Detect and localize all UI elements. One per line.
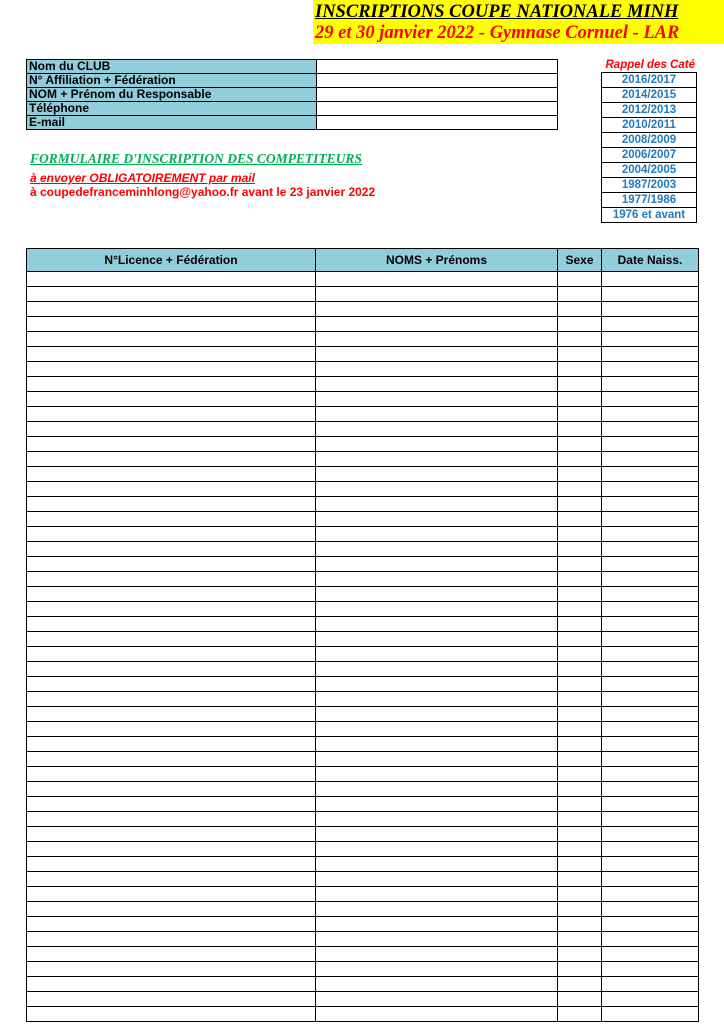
sex-cell[interactable]: [558, 977, 602, 992]
table-row: [27, 332, 699, 347]
table-row: [27, 737, 699, 752]
names-cell[interactable]: [316, 617, 558, 632]
names-cell[interactable]: [316, 737, 558, 752]
sex-cell[interactable]: [558, 797, 602, 812]
licence-cell[interactable]: [27, 857, 316, 872]
birthdate-cell[interactable]: [602, 632, 699, 647]
affiliation-field[interactable]: [317, 74, 558, 88]
sex-cell[interactable]: [558, 737, 602, 752]
birthdate-cell[interactable]: [602, 887, 699, 902]
names-cell[interactable]: [316, 467, 558, 482]
table-row: [27, 287, 699, 302]
birthdate-cell[interactable]: [602, 302, 699, 317]
licence-cell[interactable]: [27, 332, 316, 347]
names-cell[interactable]: [316, 647, 558, 662]
names-cell[interactable]: [316, 332, 558, 347]
sex-cell[interactable]: [558, 317, 602, 332]
licence-cell[interactable]: [27, 842, 316, 857]
names-cell[interactable]: [316, 512, 558, 527]
licence-cell[interactable]: [27, 377, 316, 392]
table-row: [27, 977, 699, 992]
table-row: [27, 707, 699, 722]
names-cell[interactable]: [316, 557, 558, 572]
column-header-sex: Sexe: [558, 249, 602, 272]
birthdate-cell[interactable]: [602, 947, 699, 962]
table-row: [27, 452, 699, 467]
table-row: [27, 407, 699, 422]
sex-cell[interactable]: [558, 437, 602, 452]
sex-cell[interactable]: [558, 947, 602, 962]
category-item: 2008/2009: [602, 133, 697, 148]
licence-cell[interactable]: [27, 722, 316, 737]
table-row: [27, 692, 699, 707]
sex-cell[interactable]: [558, 617, 602, 632]
names-cell[interactable]: [316, 572, 558, 587]
sex-cell[interactable]: [558, 602, 602, 617]
sex-cell[interactable]: [558, 647, 602, 662]
birthdate-cell[interactable]: [602, 407, 699, 422]
table-row: [27, 962, 699, 977]
table-row: [27, 377, 699, 392]
names-cell[interactable]: [316, 812, 558, 827]
table-row: [27, 392, 699, 407]
sex-cell[interactable]: [558, 332, 602, 347]
birthdate-cell[interactable]: [602, 722, 699, 737]
club-info-row: [27, 60, 558, 74]
table-row: [27, 647, 699, 662]
title-line-2: 29 et 30 janvier 2022 - Gymnase Cornuel - LAR: [315, 23, 680, 43]
categories-table: [601, 58, 697, 223]
names-cell[interactable]: [316, 422, 558, 437]
sex-cell[interactable]: [558, 422, 602, 437]
birthdate-cell[interactable]: [602, 752, 699, 767]
table-row: [27, 542, 699, 557]
birthdate-cell[interactable]: [602, 362, 699, 377]
phone-label: Téléphone: [27, 102, 317, 116]
club-name-field[interactable]: [317, 60, 558, 74]
category-item: 2006/2007: [602, 148, 697, 163]
birthdate-cell[interactable]: [602, 392, 699, 407]
table-row: [27, 632, 699, 647]
category-item: 2014/2015: [602, 88, 697, 103]
category-item: 2016/2017: [602, 73, 697, 88]
title-line-1: INSCRIPTIONS COUPE NATIONALE MINH: [315, 2, 679, 22]
names-cell[interactable]: [316, 287, 558, 302]
birthdate-cell[interactable]: [602, 422, 699, 437]
sex-cell[interactable]: [558, 962, 602, 977]
column-header-licence: N°Licence + Fédération: [27, 249, 316, 272]
column-header-birthdate: Date Naiss.: [602, 249, 699, 272]
table-row: [27, 602, 699, 617]
table-row: [27, 482, 699, 497]
category-item: 2012/2013: [602, 103, 697, 118]
licence-cell[interactable]: [27, 707, 316, 722]
names-cell[interactable]: [316, 767, 558, 782]
birthdate-cell[interactable]: [602, 377, 699, 392]
birthdate-cell[interactable]: [602, 857, 699, 872]
names-cell[interactable]: [316, 962, 558, 977]
birthdate-cell[interactable]: [602, 602, 699, 617]
table-row: [27, 512, 699, 527]
category-item: 1977/1986: [602, 193, 697, 208]
sex-cell[interactable]: [558, 887, 602, 902]
names-cell[interactable]: [316, 992, 558, 1007]
sex-cell[interactable]: [558, 542, 602, 557]
names-cell[interactable]: [316, 497, 558, 512]
sex-cell[interactable]: [558, 857, 602, 872]
licence-cell[interactable]: [27, 662, 316, 677]
sex-cell[interactable]: [558, 917, 602, 932]
birthdate-cell[interactable]: [602, 617, 699, 632]
table-row: [27, 317, 699, 332]
birthdate-cell[interactable]: [602, 932, 699, 947]
sex-cell[interactable]: [558, 482, 602, 497]
licence-cell[interactable]: [27, 572, 316, 587]
table-row: [27, 572, 699, 587]
birthdate-cell[interactable]: [602, 587, 699, 602]
birthdate-cell[interactable]: [602, 737, 699, 752]
licence-cell[interactable]: [27, 602, 316, 617]
licence-cell[interactable]: [27, 767, 316, 782]
names-cell[interactable]: [316, 707, 558, 722]
sex-cell[interactable]: [558, 752, 602, 767]
licence-cell[interactable]: [27, 362, 316, 377]
document-title-banner: [313, 0, 724, 44]
licence-cell[interactable]: [27, 887, 316, 902]
phone-field[interactable]: [317, 102, 558, 116]
licence-cell[interactable]: [27, 482, 316, 497]
licence-cell[interactable]: [27, 977, 316, 992]
birthdate-cell[interactable]: [602, 767, 699, 782]
sex-cell[interactable]: [558, 587, 602, 602]
licence-cell[interactable]: [27, 527, 316, 542]
birthdate-cell[interactable]: [602, 347, 699, 362]
birthdate-cell[interactable]: [602, 572, 699, 587]
table-row: [27, 362, 699, 377]
table-row: [27, 767, 699, 782]
table-row: [27, 782, 699, 797]
licence-cell[interactable]: [27, 437, 316, 452]
sex-cell[interactable]: [558, 557, 602, 572]
names-cell[interactable]: [316, 272, 558, 287]
birthdate-cell[interactable]: [602, 557, 699, 572]
licence-cell[interactable]: [27, 692, 316, 707]
licence-cell[interactable]: [27, 737, 316, 752]
licence-cell[interactable]: [27, 647, 316, 662]
names-cell[interactable]: [316, 347, 558, 362]
names-cell[interactable]: [316, 527, 558, 542]
licence-cell[interactable]: [27, 632, 316, 647]
birthdate-cell[interactable]: [602, 647, 699, 662]
birthdate-cell[interactable]: [602, 707, 699, 722]
birthdate-cell[interactable]: [602, 272, 699, 287]
table-row: [27, 1007, 699, 1022]
names-cell[interactable]: [316, 782, 558, 797]
table-row: [27, 422, 699, 437]
sex-cell[interactable]: [558, 662, 602, 677]
birthdate-cell[interactable]: [602, 512, 699, 527]
licence-cell[interactable]: [27, 587, 316, 602]
names-cell[interactable]: [316, 632, 558, 647]
affiliation-label: N° Affiliation + Fédération: [27, 74, 317, 88]
licence-cell[interactable]: [27, 677, 316, 692]
table-row: [27, 797, 699, 812]
birthdate-cell[interactable]: [602, 782, 699, 797]
club-info-row: [27, 88, 558, 102]
names-cell[interactable]: [316, 977, 558, 992]
licence-cell[interactable]: [27, 782, 316, 797]
email-field[interactable]: [317, 116, 558, 130]
licence-cell[interactable]: [27, 302, 316, 317]
sex-cell[interactable]: [558, 377, 602, 392]
licence-cell[interactable]: [27, 557, 316, 572]
names-cell[interactable]: [316, 662, 558, 677]
birthdate-cell[interactable]: [602, 527, 699, 542]
table-row: [27, 917, 699, 932]
competitors-table: [26, 248, 699, 1022]
table-row: [27, 812, 699, 827]
names-cell[interactable]: [316, 752, 558, 767]
table-row: [27, 617, 699, 632]
table-row: [27, 722, 699, 737]
names-cell[interactable]: [316, 692, 558, 707]
sex-cell[interactable]: [558, 287, 602, 302]
sex-cell[interactable]: [558, 452, 602, 467]
birthdate-cell[interactable]: [602, 797, 699, 812]
licence-cell[interactable]: [27, 812, 316, 827]
names-cell[interactable]: [316, 437, 558, 452]
birthdate-cell[interactable]: [602, 482, 699, 497]
birthdate-cell[interactable]: [602, 452, 699, 467]
sex-cell[interactable]: [558, 677, 602, 692]
sex-cell[interactable]: [558, 707, 602, 722]
table-row: [27, 947, 699, 962]
birthdate-cell[interactable]: [602, 467, 699, 482]
names-cell[interactable]: [316, 482, 558, 497]
licence-cell[interactable]: [27, 1007, 316, 1022]
licence-cell[interactable]: [27, 347, 316, 362]
sex-cell[interactable]: [558, 932, 602, 947]
birthdate-cell[interactable]: [602, 992, 699, 1007]
licence-cell[interactable]: [27, 992, 316, 1007]
birthdate-cell[interactable]: [602, 842, 699, 857]
sex-cell[interactable]: [558, 992, 602, 1007]
table-row: [27, 902, 699, 917]
names-cell[interactable]: [316, 947, 558, 962]
licence-cell[interactable]: [27, 452, 316, 467]
names-cell[interactable]: [316, 587, 558, 602]
names-cell[interactable]: [316, 872, 558, 887]
table-row: [27, 527, 699, 542]
licence-cell[interactable]: [27, 512, 316, 527]
birthdate-cell[interactable]: [602, 902, 699, 917]
sex-cell[interactable]: [558, 572, 602, 587]
responsible-label: NOM + Prénom du Responsable: [27, 88, 317, 102]
table-row: [27, 887, 699, 902]
sex-cell[interactable]: [558, 512, 602, 527]
competitors-table-body: [27, 272, 699, 1022]
names-cell[interactable]: [316, 302, 558, 317]
names-cell[interactable]: [316, 1007, 558, 1022]
table-row: [27, 272, 699, 287]
sex-cell[interactable]: [558, 842, 602, 857]
names-cell[interactable]: [316, 542, 558, 557]
sex-cell[interactable]: [558, 347, 602, 362]
club-info-table: [26, 59, 558, 130]
sex-cell[interactable]: [558, 827, 602, 842]
sex-cell[interactable]: [558, 722, 602, 737]
table-row: [27, 872, 699, 887]
sex-cell[interactable]: [558, 872, 602, 887]
email-instruction: à coupedefranceminhlong@yahoo.fr avant le 23 janvier 2022: [30, 185, 376, 199]
names-cell[interactable]: [316, 917, 558, 932]
licence-cell[interactable]: [27, 392, 316, 407]
names-cell[interactable]: [316, 902, 558, 917]
sex-cell[interactable]: [558, 782, 602, 797]
names-cell[interactable]: [316, 317, 558, 332]
sex-cell[interactable]: [558, 902, 602, 917]
licence-cell[interactable]: [27, 422, 316, 437]
names-cell[interactable]: [316, 602, 558, 617]
licence-cell[interactable]: [27, 827, 316, 842]
sex-cell[interactable]: [558, 767, 602, 782]
birthdate-cell[interactable]: [602, 872, 699, 887]
sex-cell[interactable]: [558, 407, 602, 422]
sex-cell[interactable]: [558, 467, 602, 482]
licence-cell[interactable]: [27, 752, 316, 767]
names-cell[interactable]: [316, 857, 558, 872]
names-cell[interactable]: [316, 452, 558, 467]
licence-cell[interactable]: [27, 947, 316, 962]
table-row: [27, 857, 699, 872]
licence-cell[interactable]: [27, 287, 316, 302]
table-row: [27, 497, 699, 512]
birthdate-cell[interactable]: [602, 962, 699, 977]
table-row: [27, 752, 699, 767]
names-cell[interactable]: [316, 362, 558, 377]
licence-cell[interactable]: [27, 617, 316, 632]
sex-cell[interactable]: [558, 527, 602, 542]
table-row: [27, 557, 699, 572]
names-cell[interactable]: [316, 407, 558, 422]
table-row: [27, 347, 699, 362]
names-cell[interactable]: [316, 722, 558, 737]
table-row: [27, 842, 699, 857]
sex-cell[interactable]: [558, 272, 602, 287]
sex-cell[interactable]: [558, 632, 602, 647]
licence-cell[interactable]: [27, 542, 316, 557]
names-cell[interactable]: [316, 827, 558, 842]
names-cell[interactable]: [316, 797, 558, 812]
sex-cell[interactable]: [558, 362, 602, 377]
licence-cell[interactable]: [27, 917, 316, 932]
licence-cell[interactable]: [27, 272, 316, 287]
sex-cell[interactable]: [558, 392, 602, 407]
licence-cell[interactable]: [27, 467, 316, 482]
table-row: [27, 827, 699, 842]
email-label: E-mail: [27, 116, 317, 130]
names-cell[interactable]: [316, 392, 558, 407]
licence-cell[interactable]: [27, 317, 316, 332]
table-row: [27, 302, 699, 317]
birthdate-cell[interactable]: [602, 542, 699, 557]
table-row: [27, 932, 699, 947]
sex-cell[interactable]: [558, 1007, 602, 1022]
birthdate-cell[interactable]: [602, 317, 699, 332]
sex-cell[interactable]: [558, 812, 602, 827]
birthdate-cell[interactable]: [602, 977, 699, 992]
table-row: [27, 467, 699, 482]
licence-cell[interactable]: [27, 407, 316, 422]
names-cell[interactable]: [316, 377, 558, 392]
names-cell[interactable]: [316, 932, 558, 947]
category-item: 1976 et avant: [602, 208, 697, 223]
responsible-field[interactable]: [317, 88, 558, 102]
names-cell[interactable]: [316, 842, 558, 857]
sex-cell[interactable]: [558, 497, 602, 512]
club-info-row: [27, 116, 558, 130]
form-title: FORMULAIRE D'INSCRIPTION DES COMPETITEURS: [30, 151, 362, 166]
names-cell[interactable]: [316, 677, 558, 692]
birthdate-cell[interactable]: [602, 497, 699, 512]
birthdate-cell[interactable]: [602, 662, 699, 677]
licence-cell[interactable]: [27, 932, 316, 947]
category-item: 2004/2005: [602, 163, 697, 178]
table-row: [27, 587, 699, 602]
licence-cell[interactable]: [27, 797, 316, 812]
club-info-row: [27, 74, 558, 88]
sex-cell[interactable]: [558, 692, 602, 707]
birthdate-cell[interactable]: [602, 677, 699, 692]
sex-cell[interactable]: [558, 302, 602, 317]
birthdate-cell[interactable]: [602, 332, 699, 347]
club-info-row: [27, 102, 558, 116]
birthdate-cell[interactable]: [602, 692, 699, 707]
names-cell[interactable]: [316, 887, 558, 902]
licence-cell[interactable]: [27, 497, 316, 512]
club-name-label: Nom du CLUB: [27, 60, 317, 74]
birthdate-cell[interactable]: [602, 812, 699, 827]
birthdate-cell[interactable]: [602, 827, 699, 842]
licence-cell[interactable]: [27, 902, 316, 917]
licence-cell[interactable]: [27, 962, 316, 977]
table-row: [27, 662, 699, 677]
category-item: 2010/2011: [602, 118, 697, 133]
table-row: [27, 992, 699, 1007]
column-header-names: NOMS + Prénoms: [316, 249, 558, 272]
categories-title: Rappel des Caté: [605, 59, 695, 71]
category-item: 1987/2003: [602, 178, 697, 193]
birthdate-cell[interactable]: [602, 1007, 699, 1022]
table-row: [27, 677, 699, 692]
birthdate-cell[interactable]: [602, 287, 699, 302]
table-row: [27, 437, 699, 452]
licence-cell[interactable]: [27, 872, 316, 887]
birthdate-cell[interactable]: [602, 917, 699, 932]
send-instruction: à envoyer OBLIGATOIREMENT par mail: [30, 171, 255, 185]
birthdate-cell[interactable]: [602, 437, 699, 452]
